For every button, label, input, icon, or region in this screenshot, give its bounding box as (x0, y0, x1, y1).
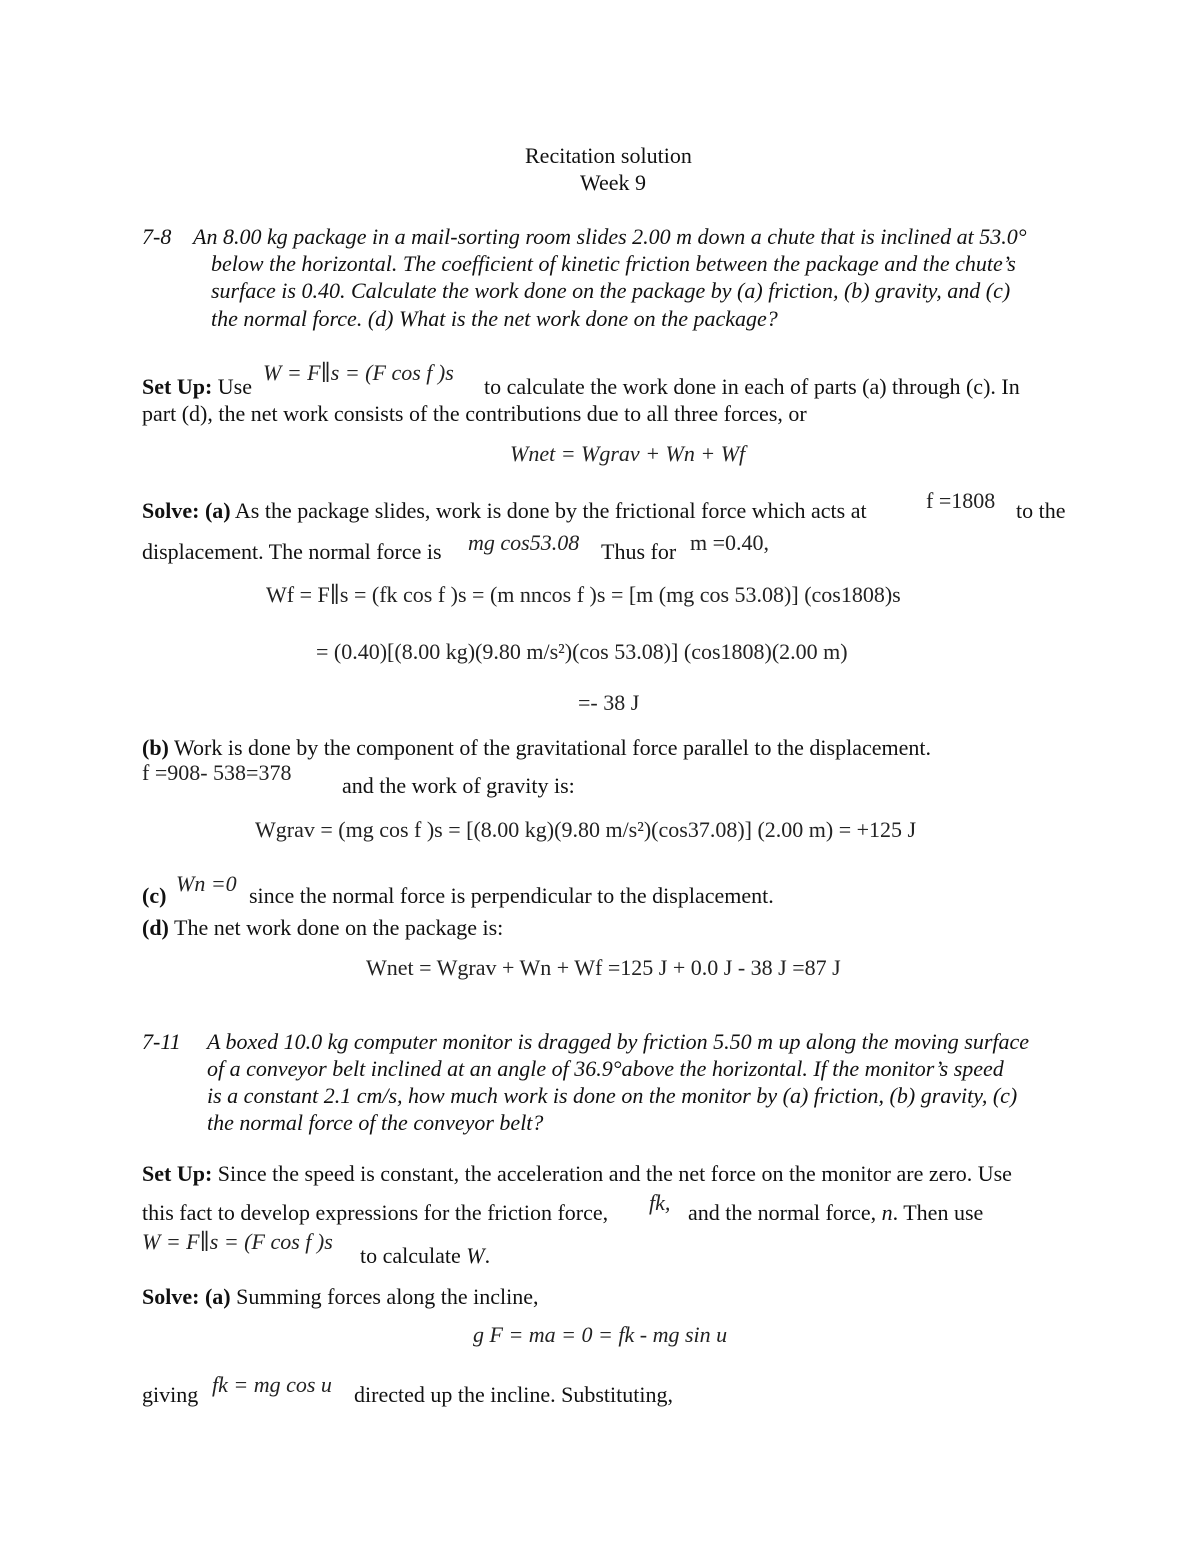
part-d-text: The net work done on the package is: (174, 915, 504, 940)
angle-equation: f =1808 (926, 488, 996, 513)
solve-text: directed up the incline. Substituting, (354, 1382, 673, 1407)
normal-force-equation: mg cos53.08 (468, 530, 580, 555)
net-work-final-equation: Wnet = Wgrav + Wn + Wf =125 J + 0.0 J - 38 J =87 J (366, 955, 841, 980)
solve-text: As the package slides, work is done by the frictional force which acts at (234, 498, 867, 523)
part-b-text: Work is done by the component of the gravitational force parallel to the displacement. (174, 735, 931, 760)
doc-title: Recitation solution (525, 143, 692, 168)
setup-line: to calculate W. (360, 1243, 491, 1268)
gravity-work-equation: Wgrav = (mg cos f )s = [(8.00 kg)(9.80 m/s²)(cos37.08)] (2.00 m) = +125 J (255, 817, 917, 842)
problem-text-line: the normal force. (d) What is the net work done on the package? (211, 306, 778, 331)
mu-equation: m =0.40, (690, 530, 770, 555)
angle-equation: f =908- 538=378 (142, 760, 292, 785)
setup-text: to calculate the work done in each of parts (a) through (c). In (484, 374, 1020, 399)
part-label: (b) (142, 735, 169, 760)
work-formula: W = F∥s = (F cos f )s (142, 1229, 333, 1254)
doc-subtitle: Week 9 (580, 170, 647, 195)
setup-text: Use (217, 374, 252, 399)
solve-text: Thus for (601, 539, 677, 564)
problem-text-line: below the horizontal. The coefficient of kinetic friction between the package and the chute’s (211, 251, 1016, 276)
solve-line (142, 1283, 539, 1310)
solve-label: Solve: (142, 498, 200, 523)
problem-text-line: An 8.00 kg package in a mail-sorting room slides 2.00 m down a chute that is inclined at 53.0° (193, 224, 1027, 249)
solve-text: to the (1016, 498, 1066, 523)
setup-text: this fact to develop expressions for the friction force, (142, 1200, 609, 1225)
part-b-line (142, 734, 931, 761)
net-work-equation: Wnet = Wgrav + Wn + Wf (510, 441, 746, 466)
friction-force-equation: fk = mg cos u (212, 1372, 332, 1397)
setup-text: . Then use (892, 1200, 984, 1225)
setup-line (142, 1160, 1012, 1187)
solve-text: displacement. The normal force is (142, 539, 442, 564)
problem-text-line: A boxed 10.0 kg computer monitor is dragged by friction 5.50 m up along the moving surface (207, 1029, 1030, 1054)
problem-text-line: is a constant 2.1 cm/s, how much work is done on the monitor by (a) friction, (b) gravity, (c) (207, 1083, 1018, 1108)
solve-text: giving (142, 1382, 199, 1407)
problem-text-line: the normal force of the conveyor belt? (207, 1110, 544, 1135)
solve-line (142, 497, 867, 524)
part-label: (a) (204, 1284, 231, 1309)
part-label: (d) (142, 915, 169, 940)
normal-work-equation: Wn =0 (176, 871, 237, 896)
friction-work-equation: Wf = F∥s = (fk cos f )s = (m nncos f )s = [m (mg cos 53.08)] (cos1808)s (266, 582, 901, 607)
problem-number: 7-11 (142, 1029, 181, 1054)
problem-text-line: of a conveyor belt inclined at an angle of 36.9°above the horizontal. If the monitor’s speed (207, 1056, 1004, 1081)
problem-text-line: surface is 0.40. Calculate the work done on the package by (a) friction, (b) gravity, and (c) (211, 278, 1011, 303)
part-b-text: and the work of gravity is: (342, 773, 575, 798)
setup-text: to calculate (360, 1243, 461, 1268)
setup-text: Since the speed is constant, the acceleration and the net force on the monitor are zero. Use (217, 1161, 1012, 1186)
friction-work-equation: = (0.40)[(8.00 kg)(9.80 m/s²)(cos 53.08)] (cos1808)(2.00 m) (316, 639, 848, 664)
part-d-line (142, 914, 503, 941)
part-label (142, 882, 166, 909)
part-label: (a) (204, 498, 231, 523)
friction-work-result: =- 38 J (578, 690, 640, 715)
setup-text: and the normal force, (688, 1200, 877, 1225)
part-c-label: (c) (142, 883, 167, 908)
problem-number: 7-8 (142, 224, 172, 249)
work-formula: W = F∥s = (F cos f )s (263, 360, 454, 385)
part-c-text: since the normal force is perpendicular to the displacement. (249, 883, 774, 908)
setup-line (688, 1199, 983, 1226)
force-sum-equation: g F = ma = 0 = fk - mg sin u (473, 1322, 728, 1347)
setup-text: part (d), the net work consists of the contributions due to all three forces, or (142, 401, 807, 426)
friction-force-symbol: fk, (649, 1190, 671, 1215)
solve-label: Solve: (142, 1284, 200, 1309)
setup-label: Set Up: (142, 374, 213, 399)
work-symbol: W (466, 1243, 485, 1268)
setup-line (142, 373, 252, 400)
solve-text: Summing forces along the incline, (236, 1284, 539, 1309)
setup-label: Set Up: (142, 1161, 213, 1186)
normal-force-symbol: n (881, 1200, 893, 1225)
